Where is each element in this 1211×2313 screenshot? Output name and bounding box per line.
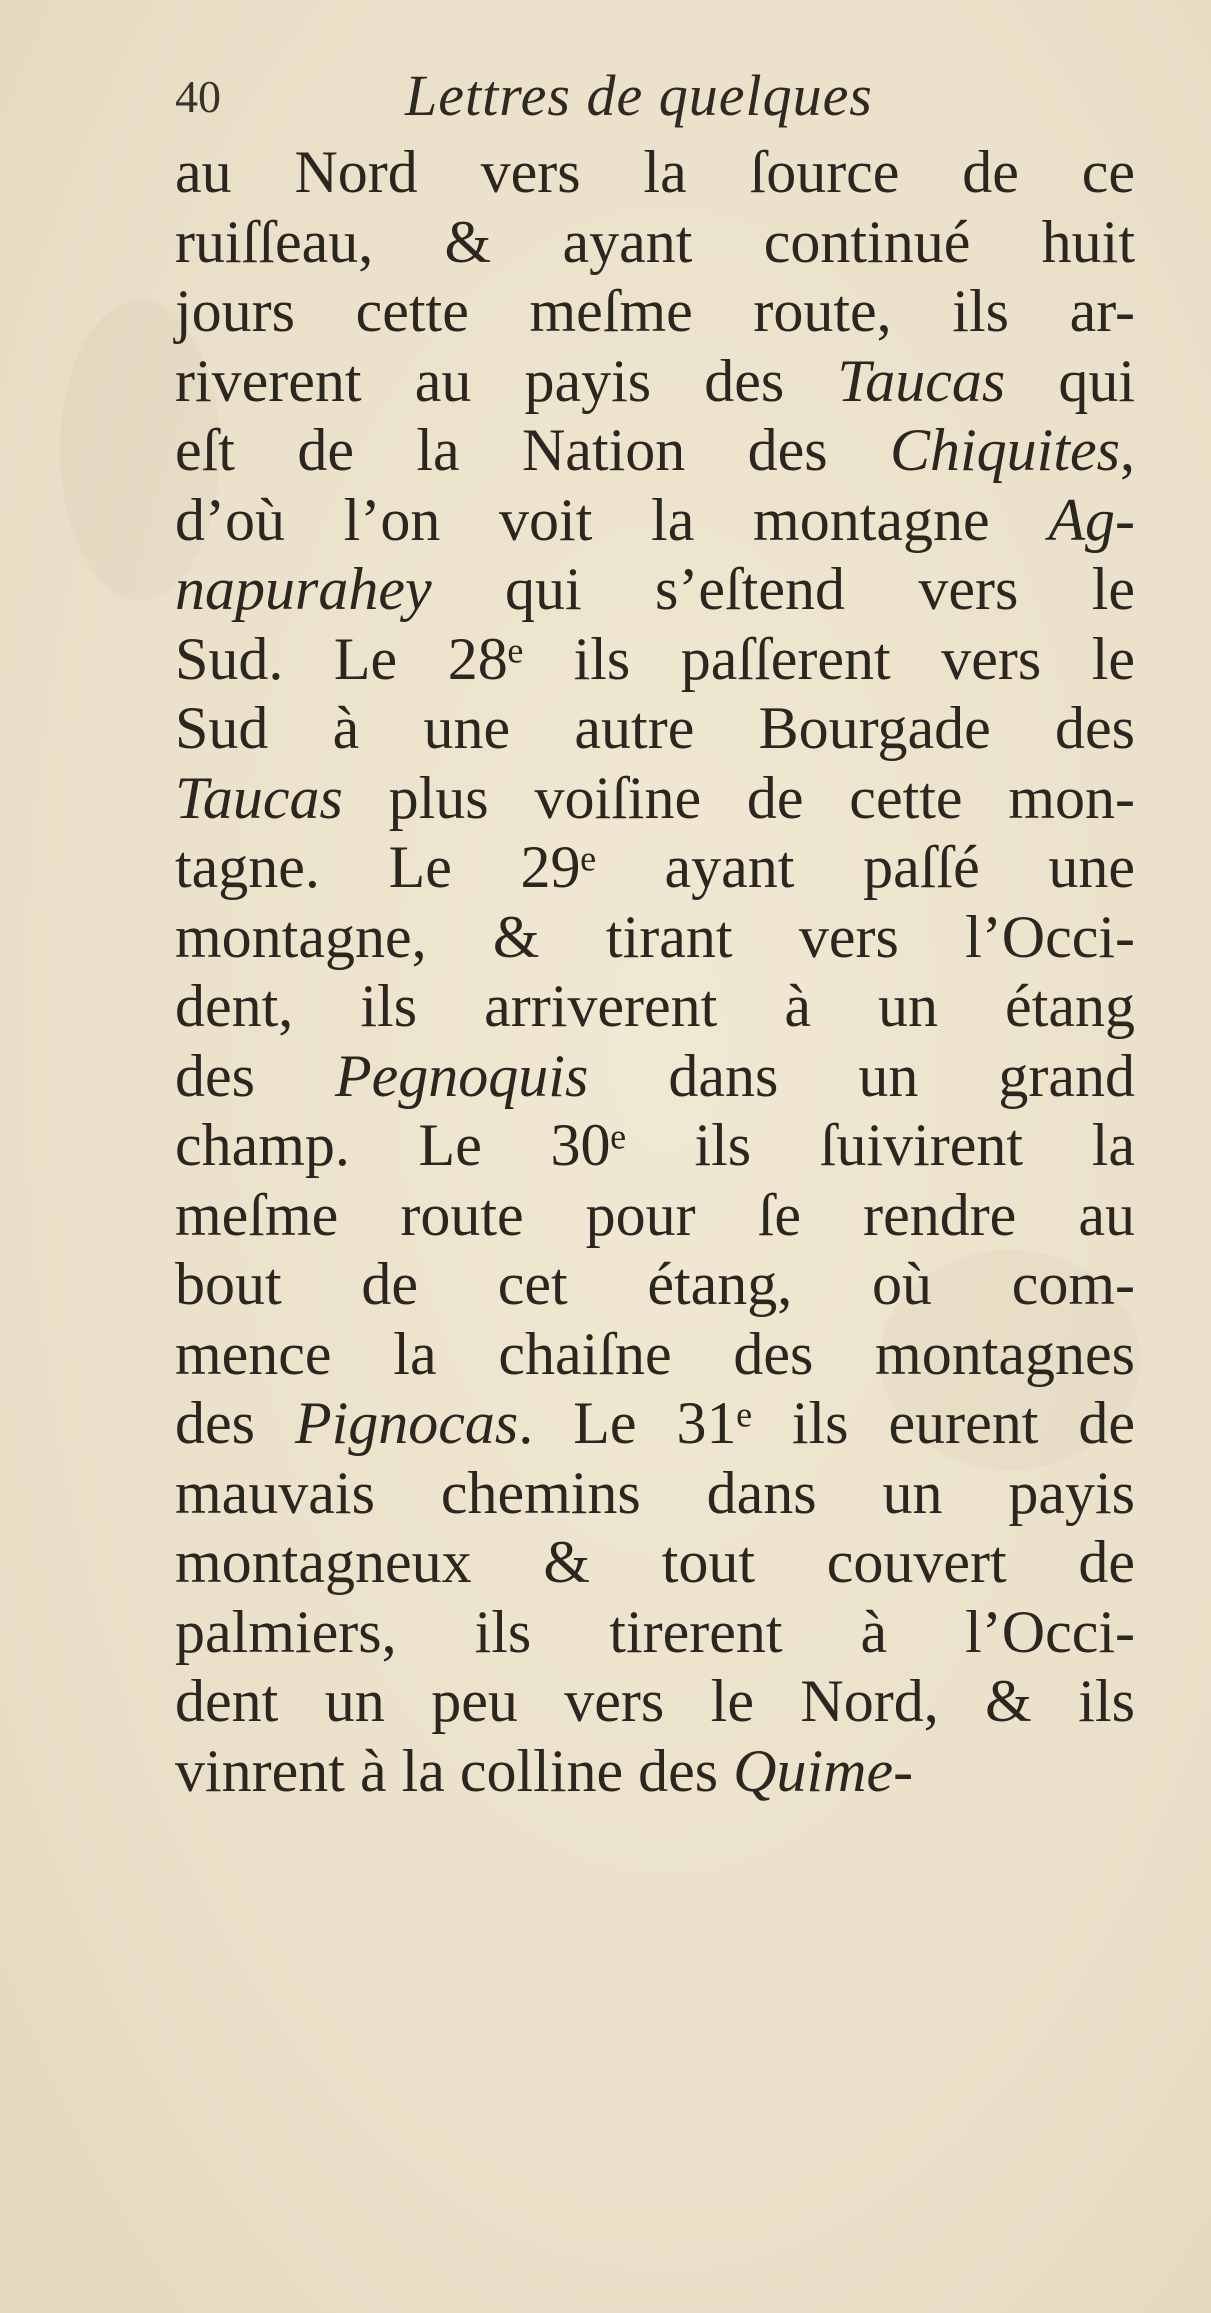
text-line [175, 416, 1135, 486]
italic-segment: Chiquites [889, 417, 1120, 483]
text-line [175, 486, 1135, 556]
text-segment: montagne, & tirant vers l’Occi- [175, 903, 1135, 970]
page-number: 40 [175, 71, 221, 122]
text-segment: mauvais chemins dans un payis [175, 1459, 1135, 1526]
text-segment: des [175, 1390, 295, 1456]
text-segment: mence la chaiſne des montagnes [175, 1320, 1135, 1387]
text-segment: . Le 31ᵉ ils eurent de [518, 1390, 1135, 1456]
text-line [175, 208, 1135, 278]
text-segment: ruiſſeau, & ayant continué huit [175, 208, 1135, 275]
text-segment: vinrent à la colline des [175, 1737, 734, 1804]
text-segment: bout de cet étang, où com- [175, 1251, 1135, 1317]
text-line [175, 833, 1135, 903]
text-line [175, 1250, 1135, 1320]
text-line [175, 694, 1135, 764]
text-line [175, 138, 1135, 208]
text-segment: Sud. Le 28ᵉ ils paſſerent vers le [175, 625, 1135, 692]
text-segment: Sud à une autre Bourgade des [175, 695, 1135, 761]
text-segment: des [175, 1042, 336, 1109]
italic-segment: Ag- [1048, 486, 1135, 553]
text-line [175, 764, 1135, 834]
text-line [175, 1528, 1135, 1598]
italic-segment: Quime- [733, 1737, 914, 1804]
text-segment: meſme route pour ſe rendre au [175, 1181, 1135, 1248]
text-segment: palmiers, ils tirerent à l’Occi- [175, 1598, 1135, 1665]
italic-segment: Pignocas [294, 1390, 519, 1456]
text-segment: dent un peu vers le Nord, & ils [175, 1668, 1135, 1734]
text-segment: qui s’eſtend vers le [431, 556, 1135, 622]
text-line [175, 1459, 1135, 1529]
text-line [175, 1111, 1135, 1181]
text-segment: eſt de la Nation des [175, 417, 890, 483]
text-segment: qui [1005, 347, 1136, 414]
page-header [175, 62, 975, 132]
text-segment: montagneux & tout couvert de [175, 1529, 1135, 1595]
text-line [175, 1042, 1135, 1112]
body-text [175, 138, 1135, 1806]
italic-segment: napurahey [175, 556, 432, 622]
text-segment: , [1120, 417, 1135, 483]
text-segment: au Nord vers la ſource de ce [175, 139, 1135, 205]
text-line [175, 347, 1135, 417]
text-line [175, 972, 1135, 1042]
text-segment: dent, ils arriverent à un étang [175, 973, 1135, 1039]
text-line [175, 903, 1135, 973]
text-segment: tagne. Le 29ᵉ ayant paſſé une [175, 834, 1135, 900]
text-line [175, 1320, 1135, 1390]
text-segment: jours cette meſme route, ils ar- [175, 278, 1135, 344]
text-line [175, 1389, 1135, 1459]
text-segment: riverent au payis des [175, 347, 838, 414]
text-line [175, 1598, 1135, 1668]
text-segment: dans un grand [588, 1042, 1136, 1109]
italic-segment: Pegnoquis [335, 1042, 589, 1109]
text-line [175, 555, 1135, 625]
running-title: Lettres de quelques [405, 63, 873, 128]
text-line [175, 625, 1135, 695]
text-line [175, 1737, 1135, 1807]
text-segment: plus voiſine de cette mon- [342, 764, 1135, 831]
text-line [175, 1181, 1135, 1251]
text-line [175, 277, 1135, 347]
text-segment: champ. Le 30ᵉ ils ſuivirent la [175, 1112, 1135, 1178]
text-line [175, 1667, 1135, 1737]
italic-segment: Taucas [837, 347, 1006, 414]
text-segment: d’où l’on voit la montagne [175, 486, 1049, 553]
italic-segment: Taucas [175, 764, 343, 831]
